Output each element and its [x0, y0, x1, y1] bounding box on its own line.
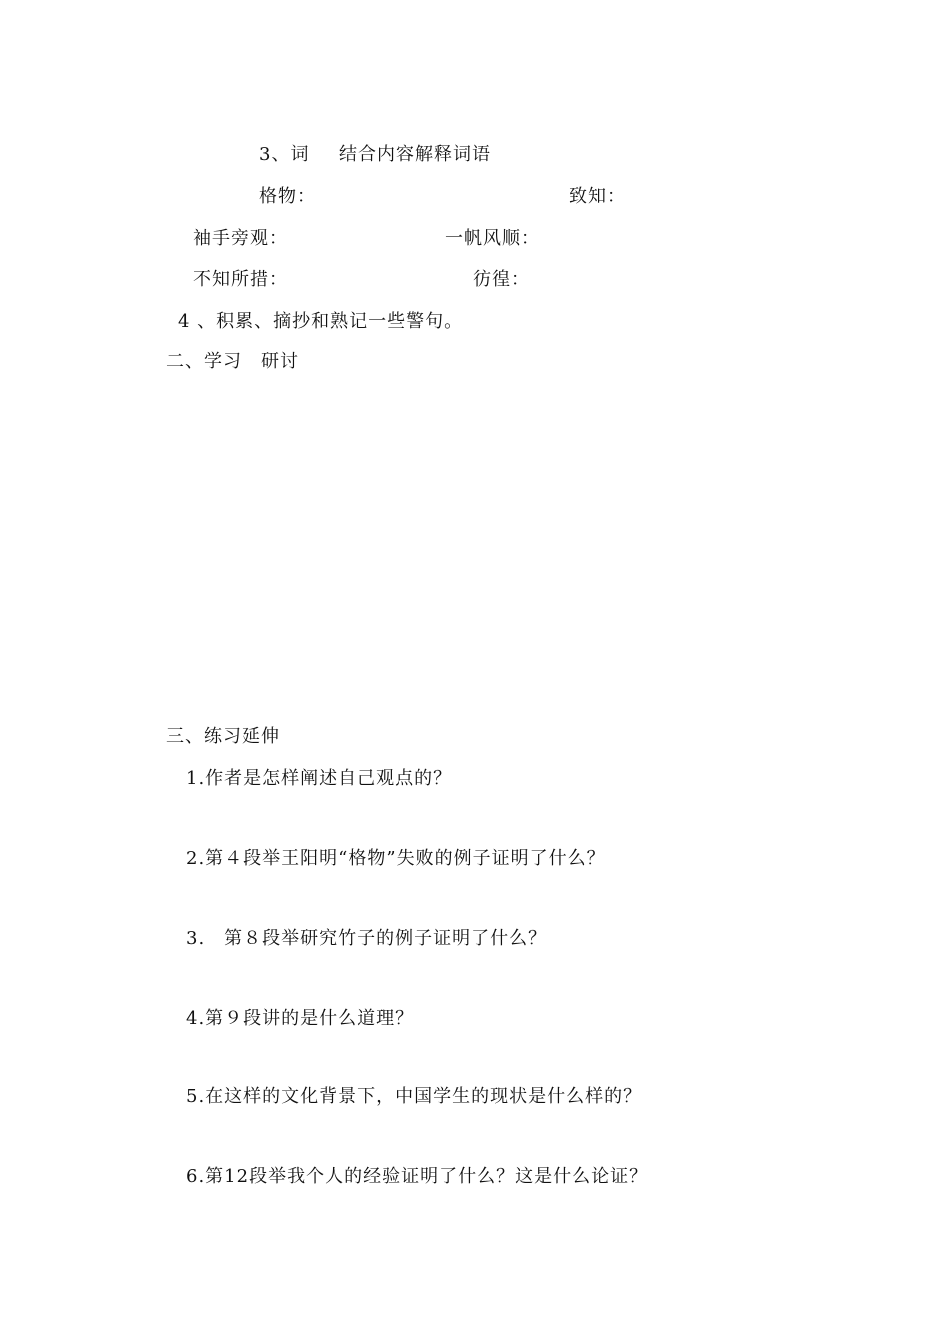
question-2: 2.第４段举王阳明“格物”失败的例子证明了什么？ [186, 848, 606, 869]
item3-number: 3、词 [259, 144, 310, 165]
vocab-panghuang: 彷徨： [473, 269, 530, 290]
vocab-gewu: 格物： [259, 186, 316, 207]
vocab-xiushoupangguan: 袖手旁观： [193, 228, 288, 249]
item3-title: 结合内容解释词语 [339, 144, 491, 165]
item4-text: 4 、积累、摘抄和熟记一些警句。 [178, 311, 464, 332]
vocab-zhizhi: 致知： [569, 186, 626, 207]
question-1: 1.作者是怎样阐述自己观点的？ [186, 768, 453, 789]
section2-heading: 二、学习 研讨 [166, 351, 299, 372]
section3-heading: 三、练习延伸 [166, 726, 280, 747]
vocab-yifanfengshun: 一帆风顺： [445, 228, 540, 249]
question-4: 4.第９段讲的是什么道理？ [186, 1008, 415, 1029]
question-3: 3. 第８段举研究竹子的例子证明了什么？ [186, 928, 548, 949]
question-6: 6.第12段举我个人的经验证明了什么？这是什么论证？ [186, 1166, 649, 1187]
question-5: 5.在这样的文化背景下，中国学生的现状是什么样的？ [186, 1086, 643, 1107]
vocab-buzhisuocuo: 不知所措： [193, 269, 288, 290]
